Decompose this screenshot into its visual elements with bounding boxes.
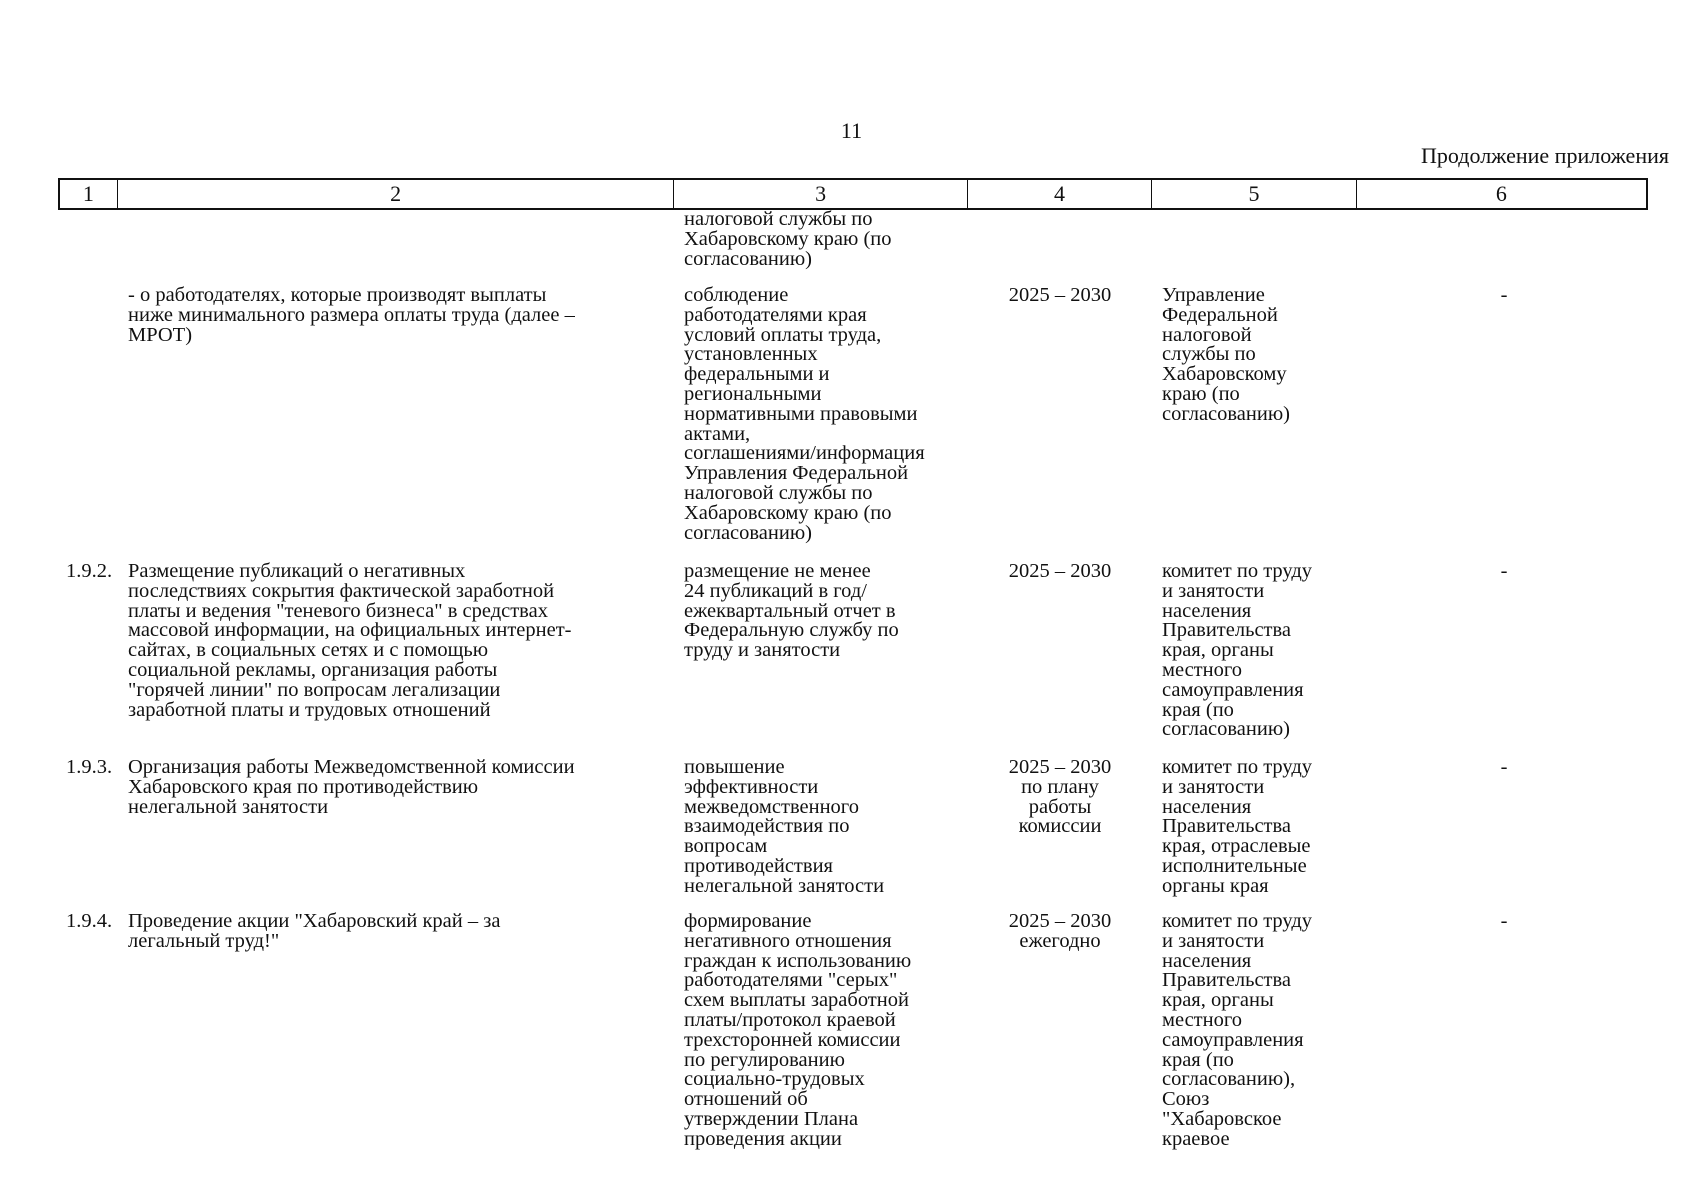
header-col-4: 4: [968, 180, 1153, 208]
row-4-period: 2025 – 2030 ежегодно: [1008, 910, 1112, 952]
row-1-period: 2025 – 2030: [1008, 284, 1112, 306]
row-4-executor: комитет по труду и занятости населения Правительства края, органы местного самоуправления края (по согласованию), Союз "Хабаровское краевое: [1162, 910, 1313, 1150]
row-3-result: повышение эффективности межведомственного взаимодействия по вопросам противодействия нелегальной занятости: [684, 756, 885, 897]
header-col-2: 2: [118, 180, 675, 208]
row-2-number: 1.9.2.: [66, 560, 113, 582]
header-col-5: 5: [1152, 180, 1356, 208]
row-3-period: 2025 – 2030 по плану работы комиссии: [1008, 756, 1112, 838]
row-2-note: -: [1500, 560, 1508, 582]
header-col-3: 3: [674, 180, 967, 208]
row-1-measure: - о работодателях, которые производят выплаты ниже минимального размера оплаты труда (далее – МРОТ): [128, 284, 575, 346]
row-3-measure: Организация работы Межведомственной комиссии Хабаровского края по противодействию нелегальной занятости: [128, 756, 575, 818]
page-number: 11: [840, 118, 863, 143]
row-4-number: 1.9.4.: [66, 910, 113, 932]
row-2-period: 2025 – 2030: [1008, 560, 1112, 582]
row-3-number: 1.9.3.: [66, 756, 113, 778]
row-4-note: -: [1500, 910, 1508, 932]
header-col-1: 1: [60, 180, 118, 208]
row-4-measure: Проведение акции "Хабаровский край – за легальный труд!": [128, 910, 501, 952]
row-1-result: соблюдение работодателями края условий оплаты труда, установленных федеральными и региональными нормативными правовыми актами, соглашениями/информация Управления Федеральной налоговой службы по Хабаровскому краю (по согласованию): [684, 284, 925, 544]
row-2-executor: комитет по труду и занятости населения Правительства края, органы местного самоуправления края (по согласованию): [1162, 560, 1313, 741]
row-3-executor: комитет по труду и занятости населения Правительства края, отраслевые исполнительные органы края: [1162, 756, 1313, 897]
row-0-result: налоговой службы по Хабаровскому краю (по согласованию): [684, 208, 892, 270]
row-2-result: размещение не менее 24 публикаций в год/ ежеквартальный отчет в Федеральную службу по труду и занятости: [684, 560, 899, 662]
row-4-result: формирование негативного отношения граждан к использованию работодателями "серых" схем выплаты заработной платы/протокол краевой трехсторонней комиссии по регулированию социально-трудовых отношений об утверждении Плана проведения акции: [684, 910, 912, 1150]
table-header: [58, 178, 1648, 210]
row-1-note: -: [1500, 284, 1508, 306]
continuation-label: Продолжение приложения: [1421, 143, 1669, 168]
header-col-6: 6: [1495, 181, 1507, 206]
row-3-note: -: [1500, 756, 1508, 778]
row-1-executor: Управление Федеральной налоговой службы по Хабаровскому краю (по согласованию): [1162, 284, 1290, 425]
row-2-measure: Размещение публикаций о негативных последствиях сокрытия фактической заработной платы и ведения "теневого бизнеса" в средствах массовой информации, на официальных интернет- сайтах, в социальных сетях и с помощью социальной рекламы, организация работы "горячей линии" по вопросам легализации заработной платы и трудовых отношений: [128, 560, 572, 721]
